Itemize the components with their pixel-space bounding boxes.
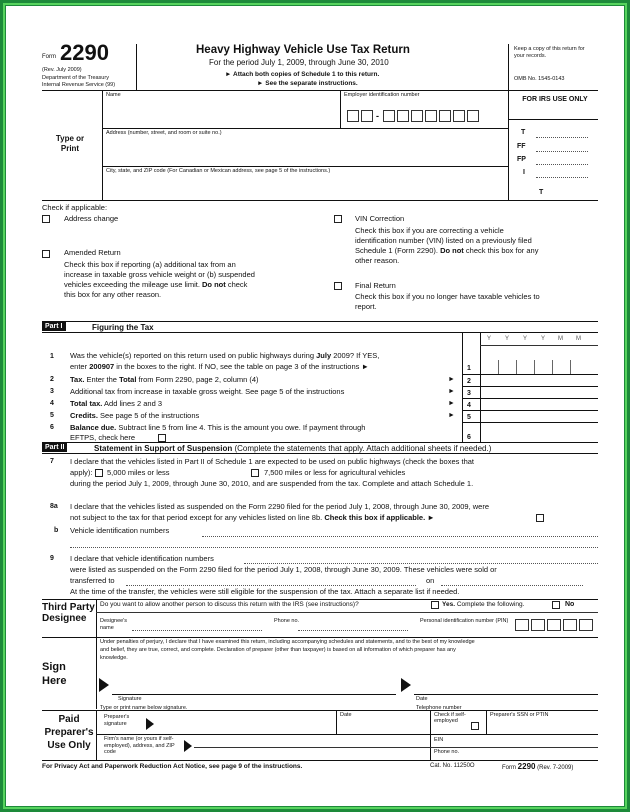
header-divider-right bbox=[508, 44, 509, 90]
final-return-checkbox[interactable] bbox=[334, 282, 342, 290]
final-desc-2: report. bbox=[355, 302, 377, 311]
line8a-check-note: Check this box if applicable. bbox=[324, 513, 426, 522]
header-bottom-rule bbox=[42, 90, 598, 91]
ein-digit-box[interactable] bbox=[453, 110, 465, 122]
line9-num: 9 bbox=[50, 555, 54, 562]
arrow-icon: ► bbox=[448, 376, 455, 383]
firm-mid-rule bbox=[194, 747, 430, 748]
designee-left-rule bbox=[96, 599, 97, 637]
amended-return-label: Amended Return bbox=[64, 248, 121, 257]
line1-july: July bbox=[316, 351, 332, 360]
line4-box-num: 4 bbox=[467, 402, 471, 409]
line1-200907: 200907 bbox=[89, 362, 115, 371]
rev-date: (Rev. July 2009) bbox=[42, 67, 82, 73]
eftps-checkbox[interactable] bbox=[158, 434, 166, 442]
ein-label: Employer identification number bbox=[344, 92, 420, 98]
line6-text-a bbox=[70, 424, 365, 433]
line1-date-input[interactable] bbox=[480, 360, 598, 374]
ein-digit-box[interactable] bbox=[383, 110, 395, 122]
do-not-emphasis: Do not bbox=[440, 246, 464, 255]
ein-digit-box[interactable] bbox=[425, 110, 437, 122]
arrow-icon: ► bbox=[427, 513, 435, 522]
preparer-date-label: Date bbox=[340, 712, 352, 718]
preparer-signature-field[interactable] bbox=[156, 712, 334, 734]
line5-box-num: 5 bbox=[467, 414, 471, 421]
header-divider-left bbox=[136, 44, 137, 90]
7500-miles-checkbox[interactable] bbox=[251, 469, 259, 477]
arrow-icon: ► bbox=[448, 388, 455, 395]
signature-label: Signature bbox=[118, 696, 142, 702]
vin-desc-2: identification number (VIN) listed on a previously filed bbox=[355, 236, 532, 245]
dept-treasury: Department of the Treasury bbox=[42, 75, 109, 81]
line4-bold: Total tax. bbox=[70, 399, 103, 408]
ein-digit-box[interactable] bbox=[347, 110, 359, 122]
vin-desc-4: other reason. bbox=[355, 256, 400, 265]
transfer-date-field[interactable] bbox=[441, 585, 583, 586]
line1-a: Was the vehicle(s) reported on this return used on public highways during bbox=[70, 351, 317, 360]
name-row-rule bbox=[102, 128, 508, 129]
irs-label: Internal Revenue Service (99) bbox=[42, 82, 116, 88]
line4-text bbox=[70, 400, 162, 409]
designee-yes-checkbox[interactable] bbox=[431, 601, 439, 609]
sign-arrow-icon bbox=[99, 678, 109, 692]
line6-a: Subtract line 5 from line 4. This is the amount you owe. If payment through bbox=[116, 423, 366, 432]
line8a-2a: not subject to the tax for that period except for any vehicles listed on line 8b. bbox=[70, 513, 323, 522]
designee-pin-label: Personal identification number (PIN) bbox=[420, 618, 509, 624]
perjury-declaration-2: and belief, they are true, correct, and complete. Declaration of preparer (other than taxpayer) is based on all information of which preparer has any bbox=[100, 647, 456, 653]
ein-phone-rule bbox=[430, 747, 598, 748]
third-party-title: Third Party Designee bbox=[42, 602, 95, 624]
designee-phone-field[interactable] bbox=[298, 630, 408, 631]
prep-date-divider bbox=[336, 710, 337, 734]
name-block-left-rule bbox=[102, 90, 103, 200]
footer-rev: (Rev. 7-2009) bbox=[537, 765, 574, 771]
line9-text-2: were listed as suspended on the Form 2290 filed for the period July 1, 2008, through June 30, 2009. These vehicles were sold or bbox=[70, 565, 497, 574]
line8a-text-2 bbox=[70, 514, 435, 523]
amended-desc-3b: check bbox=[225, 280, 248, 289]
pin-digit-box[interactable] bbox=[579, 619, 593, 631]
ein-digit-box[interactable] bbox=[397, 110, 409, 122]
irs-code-t2: T bbox=[539, 189, 544, 196]
ein-digit-box[interactable] bbox=[439, 110, 451, 122]
line2-box-num: 2 bbox=[467, 378, 471, 385]
part1-label: Part I bbox=[42, 322, 66, 331]
line7-text-1: I declare that the vehicles listed in Part II of Schedule 1 are expected to be used on public highways (check the boxes that bbox=[70, 457, 474, 466]
preparer-phone-label: Phone no. bbox=[434, 749, 460, 755]
prep-sig-arrow-icon bbox=[146, 718, 154, 730]
ein-digit-box[interactable] bbox=[411, 110, 423, 122]
line9-text-4: At the time of the transfer, the vehicles were still eligible for the suspension of the tax. Attach a separate list if needed. bbox=[70, 587, 460, 596]
irs-use-only: FOR IRS USE ONLY bbox=[522, 96, 588, 103]
address-change-checkbox[interactable] bbox=[42, 215, 50, 223]
line9-on: on bbox=[426, 576, 435, 585]
part2-title bbox=[94, 444, 491, 453]
preparer-ssn-label: Preparer's SSN or PTIN bbox=[490, 712, 549, 718]
yes-bold: Yes. bbox=[442, 601, 456, 608]
perjury-declaration-1: Under penalties of perjury, I declare that I have examined this return, including accompanying schedules and statements, and to the best of my knowledge bbox=[100, 639, 475, 645]
irs-code-ff: FF bbox=[517, 143, 526, 150]
ein-digit-box[interactable] bbox=[467, 110, 479, 122]
line5-num: 5 bbox=[50, 412, 54, 419]
sign-top-rule bbox=[42, 637, 598, 638]
line9-text-1: I declare that vehicle identification numbers bbox=[70, 554, 214, 563]
cat-number: Cat. No. 11250O bbox=[430, 763, 475, 769]
7500-miles-label: 7,500 miles or less for agricultural vehicles bbox=[264, 468, 406, 477]
self-emp-divider bbox=[430, 710, 431, 734]
footer-form-num: 2290 bbox=[517, 762, 536, 771]
line5-text bbox=[70, 412, 199, 421]
irs-code-fp: FP bbox=[517, 156, 526, 163]
line7-text-2: apply): bbox=[70, 468, 93, 477]
vin-desc-1: Check this box if you are correcting a vehicle bbox=[355, 226, 504, 235]
city-label: City, state, and ZIP code (For Canadian or Mexican address, see page 5 of the instructions.) bbox=[106, 168, 331, 174]
line5-a: See page 5 of the instructions bbox=[97, 411, 200, 420]
line8a-checkbox[interactable] bbox=[536, 514, 544, 522]
irs-code-line bbox=[536, 137, 588, 138]
line3-box-num: 3 bbox=[467, 390, 471, 397]
line8b-text: Vehicle identification numbers bbox=[70, 526, 170, 535]
line9-text-3: transferred to bbox=[70, 576, 115, 585]
line8b-num: b bbox=[54, 527, 59, 534]
line8b-vin-field-2[interactable] bbox=[70, 547, 598, 548]
see-instructions: ► See the separate instructions. bbox=[257, 80, 358, 87]
designee-top-rule bbox=[42, 599, 598, 600]
yes-tail: Complete the following. bbox=[455, 601, 525, 608]
line2-num: 2 bbox=[50, 376, 54, 383]
pin-digit-box[interactable] bbox=[563, 619, 577, 631]
line6-num: 6 bbox=[50, 424, 54, 431]
part2-title-rule bbox=[42, 453, 598, 454]
designee-name-label: Designee's name bbox=[100, 618, 128, 631]
firm-name-label: Firm's name (or yours if self-employed), address, and ZIP code bbox=[104, 736, 175, 756]
designee-question-rule bbox=[96, 612, 598, 613]
omb-number: OMB No. 1545-0143 bbox=[514, 76, 565, 82]
line8b-vin-field[interactable] bbox=[202, 536, 598, 537]
tax-period: For the period July 1, 2009, through June 30, 2010 bbox=[209, 58, 389, 67]
footer-form-word: Form bbox=[502, 765, 516, 771]
designee-name-field[interactable] bbox=[132, 630, 262, 631]
vin-desc-3b: check this box for any bbox=[465, 246, 539, 255]
attach-note: ► Attach both copies of Schedule 1 to this return. bbox=[225, 71, 380, 78]
line5-amount-input[interactable] bbox=[480, 410, 598, 422]
amended-desc-4: this box for any other reason. bbox=[64, 290, 162, 299]
line5-bold: Credits. bbox=[70, 411, 98, 420]
perjury-declaration-3: knowledge. bbox=[100, 655, 128, 661]
irs-code-i: I bbox=[523, 169, 525, 176]
pin-digit-box[interactable] bbox=[515, 619, 529, 631]
part2-title-bold: Statement in Support of Suspension bbox=[94, 444, 233, 453]
date-letter-m: M bbox=[558, 336, 563, 342]
line2-bold: Tax. bbox=[70, 375, 85, 384]
sign-here-title: Sign Here bbox=[42, 661, 67, 687]
amended-desc-1: Check this box if reporting (a) additional tax from an bbox=[64, 260, 236, 269]
date-letter-y: Y bbox=[505, 336, 510, 342]
amended-desc-3a: vehicles exceeding the mileage use limit. bbox=[64, 280, 202, 289]
date-grid-rule bbox=[480, 345, 598, 346]
amended-desc-2: increase in taxable gross vehicle weight or (b) suspended bbox=[64, 270, 255, 279]
telephone-label: Telephone number bbox=[416, 705, 462, 711]
final-return-label: Final Return bbox=[355, 281, 396, 290]
irs-code-line bbox=[536, 151, 588, 152]
ssn-divider bbox=[486, 710, 487, 734]
date-letter-y: Y bbox=[541, 336, 546, 342]
vin-correction-checkbox[interactable] bbox=[334, 215, 342, 223]
signature-field[interactable] bbox=[112, 676, 396, 694]
do-not-emphasis: Do not bbox=[202, 280, 226, 289]
line8a-text-1: I declare that the vehicles listed as suspended on the Form 2290 filed for the period July 1, 2008, through June 30, 2009, were bbox=[70, 502, 490, 511]
line2-a: Enter the bbox=[84, 375, 120, 384]
part1-title: Figuring the Tax bbox=[92, 323, 154, 332]
form-word: Form bbox=[42, 54, 56, 60]
preparer-left-rule bbox=[96, 710, 97, 760]
date-letter-y: Y bbox=[523, 336, 528, 342]
privacy-notice: For Privacy Act and Paperwork Reduction Act Notice, see page 9 of the instructions. bbox=[42, 763, 303, 770]
line3-amount-input[interactable] bbox=[480, 386, 598, 398]
ein-dash: - bbox=[376, 111, 379, 121]
vin-desc-3 bbox=[355, 247, 538, 256]
check-if-applicable: Check if applicable: bbox=[42, 203, 108, 212]
amended-return-checkbox[interactable] bbox=[42, 250, 50, 258]
firm-arrow-icon bbox=[184, 740, 192, 752]
part2-subtitle: (Complete the statements that apply. Attach additional sheets if needed.) bbox=[232, 444, 492, 453]
5000-miles-checkbox[interactable] bbox=[95, 469, 103, 477]
part1-title-rule bbox=[42, 332, 598, 333]
line4-a: Add lines 2 and 3 bbox=[102, 399, 163, 408]
form-number: 2290 bbox=[60, 40, 109, 65]
type-or-print-label: Type or Print bbox=[55, 134, 85, 154]
line1-num: 1 bbox=[50, 353, 54, 360]
name-block-bottom-rule bbox=[42, 200, 598, 201]
address-row-rule bbox=[102, 166, 508, 167]
signature-line bbox=[112, 694, 396, 695]
date-letter-y: Y bbox=[487, 336, 492, 342]
irs-code-line bbox=[536, 177, 588, 178]
line9-vin-field[interactable] bbox=[244, 563, 598, 564]
line7-text-3: during the period July 1, 2009, through June 30, 2010, and are suspended from the tax. Complete and attach Schedule 1. bbox=[70, 479, 474, 488]
part1-top-rule bbox=[42, 321, 598, 322]
line3-text: Additional tax from increase in taxable gross weight. See page 5 of the instructions bbox=[70, 387, 345, 396]
address-label: Address (number, street, and room or suite no.) bbox=[106, 130, 222, 136]
line3-num: 3 bbox=[50, 388, 54, 395]
transferee-field[interactable] bbox=[126, 585, 416, 586]
pin-digit-box[interactable] bbox=[531, 619, 545, 631]
preparer-ein-label: EIN bbox=[434, 737, 444, 743]
line1-c: enter bbox=[70, 362, 90, 371]
line4-num: 4 bbox=[50, 400, 54, 407]
line6-bold: Balance due. bbox=[70, 423, 117, 432]
line2-amount-input[interactable] bbox=[480, 374, 598, 386]
part2-top-rule bbox=[42, 442, 598, 443]
form-2290-page bbox=[6, 6, 624, 806]
line2-b: from Form 2290, page 2, column (4) bbox=[136, 375, 259, 384]
sign-date-line bbox=[414, 694, 598, 695]
ein-digit-box[interactable] bbox=[361, 110, 373, 122]
self-employed-label: Check if self-employed bbox=[434, 712, 466, 725]
date-arrow-icon bbox=[401, 678, 411, 692]
line1-d: in the boxes to the right. If NO, see the table on page 3 of the instructions bbox=[114, 362, 360, 371]
amount-col-left bbox=[462, 332, 463, 442]
line6-amount-input[interactable] bbox=[480, 422, 598, 442]
irs-use-divider bbox=[508, 90, 509, 200]
amended-desc-3 bbox=[64, 281, 247, 290]
irs-use-rule bbox=[508, 119, 598, 120]
line1-text-b: enter 200907 in the boxes to the right. If NO, see the table on page 3 of the instructions ► bbox=[70, 362, 369, 371]
address-change-label: Address change bbox=[64, 214, 119, 223]
name-label: Name bbox=[106, 92, 121, 98]
sign-date-field[interactable] bbox=[414, 676, 598, 694]
irs-code-t: T bbox=[521, 129, 526, 136]
preparer-top-rule bbox=[42, 710, 598, 711]
arrow-icon: ► bbox=[448, 400, 455, 407]
arrow-icon: ► bbox=[448, 412, 455, 419]
vin-desc-3a: Schedule 1 (Form 2290). bbox=[355, 246, 438, 255]
designee-question: Do you want to allow another person to discuss this return with the IRS (see instructions)? bbox=[100, 601, 359, 608]
ein-divider bbox=[340, 90, 341, 128]
line7-num: 7 bbox=[50, 458, 54, 465]
keep-copy-note: Keep a copy of this return for your records. bbox=[514, 46, 585, 59]
pin-digit-box[interactable] bbox=[547, 619, 561, 631]
sign-date-label: Date bbox=[416, 696, 428, 702]
designee-no-checkbox[interactable] bbox=[552, 601, 560, 609]
line2-text bbox=[70, 376, 259, 385]
designee-phone-label: Phone no. bbox=[274, 618, 300, 624]
preparer-signature-label: Preparer's signature bbox=[104, 714, 130, 727]
final-desc-1: Check this box if you no longer have taxable vehicles to bbox=[355, 292, 540, 301]
vin-correction-label: VIN Correction bbox=[355, 214, 405, 223]
line6-box-num: 6 bbox=[467, 434, 471, 441]
sign-left-rule bbox=[96, 637, 97, 709]
5000-miles-label: 5,000 miles or less bbox=[107, 468, 170, 477]
line4-amount-input[interactable] bbox=[480, 398, 598, 410]
date-letter-m: M bbox=[576, 336, 581, 342]
self-employed-checkbox[interactable] bbox=[471, 722, 479, 730]
prep-mid-rule bbox=[96, 734, 598, 735]
paid-preparer-title: Paid Preparer's Use Only bbox=[44, 714, 94, 751]
line6-text-b: EFTPS, check here bbox=[70, 433, 136, 442]
line2-total: Total bbox=[119, 375, 137, 384]
line1-box-num: 1 bbox=[467, 365, 471, 372]
type-name-label: Type or print name below signature. bbox=[100, 705, 188, 711]
line1-b: 2009? If YES, bbox=[331, 351, 380, 360]
preparer-bottom-rule bbox=[42, 760, 598, 761]
designee-yes-label bbox=[442, 601, 524, 608]
designee-no-label: No bbox=[565, 601, 575, 608]
footer-form-ref bbox=[502, 762, 573, 772]
irs-code-line bbox=[536, 164, 588, 165]
form-title: Heavy Highway Vehicle Use Tax Return bbox=[196, 44, 410, 56]
part2-label: Part II bbox=[42, 443, 67, 452]
line1-text-a bbox=[70, 352, 379, 361]
line8a-num: 8a bbox=[50, 503, 58, 510]
